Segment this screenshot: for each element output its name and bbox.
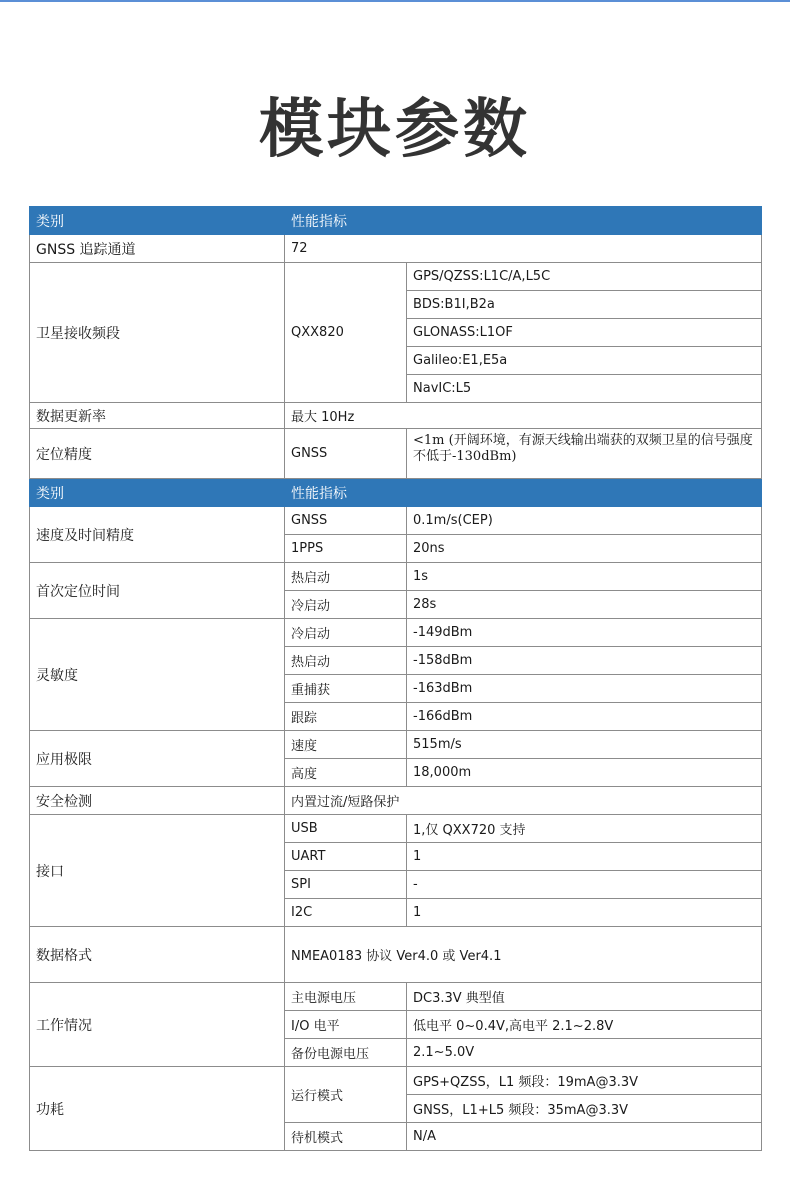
row-value: 1 (407, 843, 762, 871)
row-value: 内置过流/短路保护 (285, 787, 762, 815)
row-value: 1 (407, 899, 762, 927)
header-category: 类别 (30, 207, 285, 235)
top-rule (0, 0, 790, 2)
row-label: 功耗 (30, 1067, 285, 1151)
table-row (30, 235, 762, 263)
row-value: N/A (407, 1123, 762, 1151)
row-key: 重捕获 (285, 675, 407, 703)
table-row (30, 429, 762, 479)
row-key: UART (285, 843, 407, 871)
row-key: 速度 (285, 731, 407, 759)
row-value: 2.1~5.0V (407, 1039, 762, 1067)
table-row (30, 927, 762, 983)
row-value: 515m/s (407, 731, 762, 759)
table-row (30, 563, 762, 591)
row-key: USB (285, 815, 407, 843)
row-value: GNSS，L1+L5 频段：35mA@3.3V (407, 1095, 762, 1123)
row-value: -163dBm (407, 675, 762, 703)
row-label: 接口 (30, 815, 285, 927)
row-value: -166dBm (407, 703, 762, 731)
row-label: 数据格式 (30, 927, 285, 983)
header-performance: 性能指标 (285, 479, 762, 507)
page-title: 模块参数 (259, 93, 531, 167)
row-label: 数据更新率 (30, 403, 285, 429)
row-key: 跟踪 (285, 703, 407, 731)
row-value: 0.1m/s(CEP) (407, 507, 762, 535)
row-key: 运行模式 (285, 1067, 407, 1123)
row-value: 20ns (407, 535, 762, 563)
table-header-row (30, 479, 762, 507)
table-row (30, 731, 762, 759)
row-subvalue: GNSS (285, 429, 407, 479)
table-header-row (30, 207, 762, 235)
row-value: 1,仅 QXX720 支持 (407, 815, 762, 843)
band-item: BDS:B1I,B2a (407, 291, 762, 319)
header-category: 类别 (30, 479, 285, 507)
row-subvalue: QXX820 (285, 263, 407, 403)
band-item: Galileo:E1,E5a (407, 347, 762, 375)
row-label: 安全检测 (30, 787, 285, 815)
row-value: -158dBm (407, 647, 762, 675)
row-value: 18,000m (407, 759, 762, 787)
table-row (30, 403, 762, 429)
row-value: - (407, 871, 762, 899)
row-key: 1PPS (285, 535, 407, 563)
row-key: 热启动 (285, 647, 407, 675)
table-row (30, 815, 762, 843)
header-performance: 性能指标 (285, 207, 762, 235)
row-value: 低电平 0~0.4V,高电平 2.1~2.8V (407, 1011, 762, 1039)
row-value: -149dBm (407, 619, 762, 647)
row-key: 冷启动 (285, 591, 407, 619)
spec-table (29, 206, 762, 1151)
row-label: 卫星接收频段 (30, 263, 285, 403)
row-label: GNSS 追踪通道 (30, 235, 285, 263)
row-key: I2C (285, 899, 407, 927)
row-label: 应用极限 (30, 731, 285, 787)
row-value: 28s (407, 591, 762, 619)
band-item: GLONASS:L1OF (407, 319, 762, 347)
row-value: 72 (285, 235, 762, 263)
band-item: NavIC:L5 (407, 375, 762, 403)
band-item: GPS/QZSS:L1C/A,L5C (407, 263, 762, 291)
accuracy-value: <1m (开阔环境，有源天线输出端获的双频卫星的信号强度不低于-130dBm) (407, 429, 762, 479)
row-key: GNSS (285, 507, 407, 535)
row-label: 工作情况 (30, 983, 285, 1067)
row-key: 主电源电压 (285, 983, 407, 1011)
table-row (30, 787, 762, 815)
table-row (30, 619, 762, 647)
table-row (30, 263, 762, 291)
table-row (30, 1067, 762, 1095)
table-row (30, 983, 762, 1011)
row-label: 定位精度 (30, 429, 285, 479)
row-key: SPI (285, 871, 407, 899)
row-key: I/O 电平 (285, 1011, 407, 1039)
row-key: 待机模式 (285, 1123, 407, 1151)
row-value: NMEA0183 协议 Ver4.0 或 Ver4.1 (285, 927, 762, 983)
row-label: 首次定位时间 (30, 563, 285, 619)
row-key: 高度 (285, 759, 407, 787)
row-label: 速度及时间精度 (30, 507, 285, 563)
row-key: 冷启动 (285, 619, 407, 647)
row-value: DC3.3V 典型值 (407, 983, 762, 1011)
row-label: 灵敏度 (30, 619, 285, 731)
row-key: 热启动 (285, 563, 407, 591)
table-row (30, 507, 762, 535)
row-value: GPS+QZSS，L1 频段：19mA@3.3V (407, 1067, 762, 1095)
row-value: 最大 10Hz (285, 403, 762, 429)
row-key: 备份电源电压 (285, 1039, 407, 1067)
row-value: 1s (407, 563, 762, 591)
